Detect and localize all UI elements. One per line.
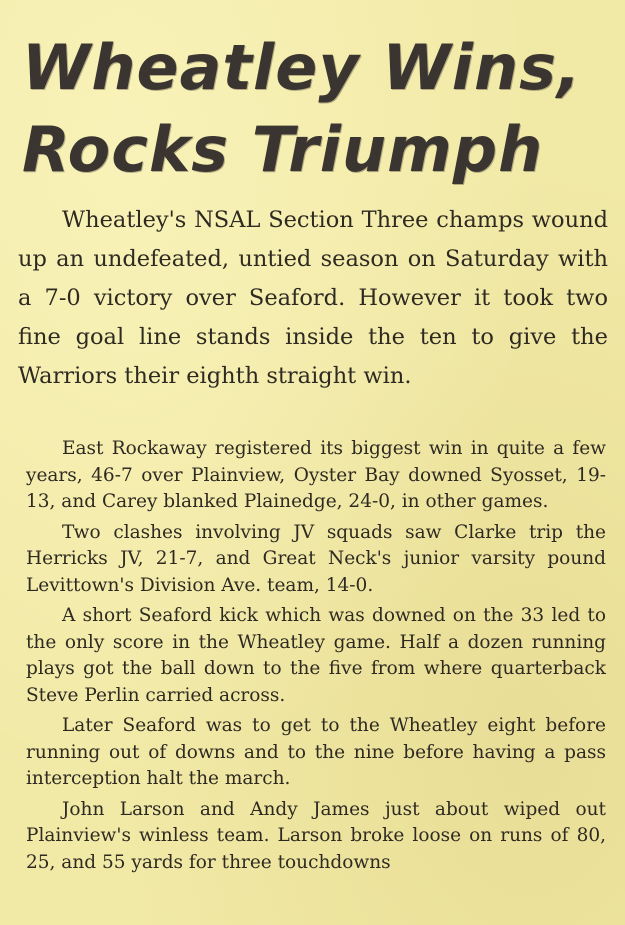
article-paragraph: East Rockaway registered its biggest win in quite a few years, 46-7 over Plainview, Oyster Bay downed Syosset, 19-13, and Carey blanked Plainedge, 24-0, in other games. — [26, 438, 606, 512]
article-paragraph: Two clashes involving JV squads saw Clarke trip the Herricks JV, 21-7, and Great Neck's junior varsity pound Levittown's Division Ave. team, 14-0. — [26, 521, 606, 596]
lead-paragraph: Wheatley's NSAL Section Three champs wound up an undefeated, untied season on Saturday with a 7-0 victory over Seaford. However it took two fine goal line stands inside the ten to give the Warriors their eighth straight win. — [18, 207, 608, 389]
article-paragraph: John Larson and Andy James just about wiped out Plainview's winless team. Larson broke loose on runs of 80, 25, and 55 yards for three touchdowns — [26, 798, 606, 873]
headline-line-2: Rocks Triumph — [22, 113, 544, 186]
article-paragraph: A short Seaford kick which was downed on the 33 led to the only score in the Wheatley game. Half a dozen running plays got the ball down to the five from where quarterback Steve Perlin carried across. — [26, 605, 606, 706]
article-paragraph: Later Seaford was to get to the Wheatley eight before running out of downs and to the nine before having a pass interception halt the march. — [26, 715, 606, 789]
lead-paragraph-block — [18, 201, 608, 396]
article-body — [26, 436, 606, 880]
headline-line-1: Wheatley Wins, — [22, 31, 582, 104]
